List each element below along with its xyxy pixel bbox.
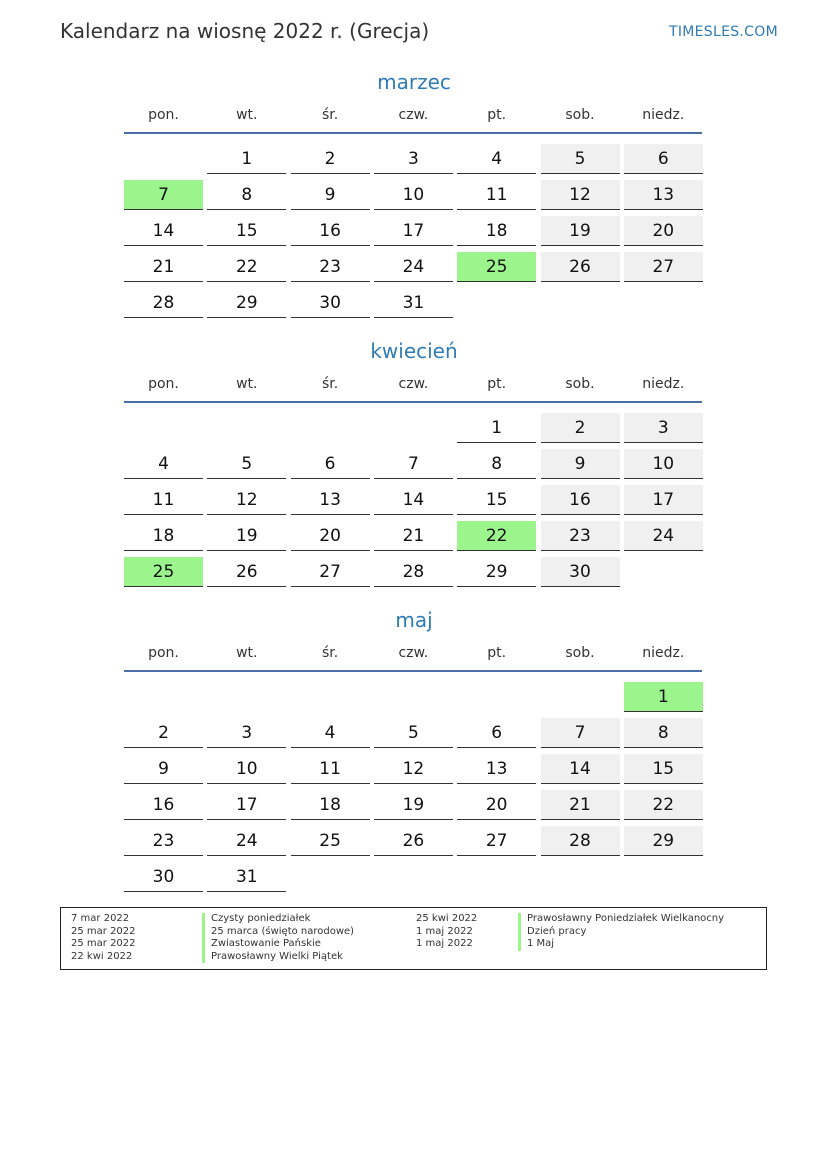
day-cell: 7	[541, 718, 620, 748]
day-cell: 1	[207, 144, 286, 174]
day-cell: 7	[374, 449, 453, 479]
weekday-header: czw.	[398, 107, 429, 123]
weekday-header: sob.	[565, 107, 595, 123]
day-cell: 21	[124, 252, 203, 282]
day-cell: 15	[457, 485, 536, 515]
day-cell: 20	[624, 216, 703, 246]
day-cell: 26	[541, 252, 620, 282]
month-name: marzec	[377, 70, 451, 94]
day-cell: 14	[541, 754, 620, 784]
day-cell: 8	[624, 718, 703, 748]
month-name: kwiecień	[370, 339, 458, 363]
weekday-header: czw.	[398, 645, 429, 661]
day-cell: 16	[541, 485, 620, 515]
day-cell: 10	[374, 180, 453, 210]
weekday-header: pt.	[487, 645, 507, 661]
day-cell: 10	[207, 754, 286, 784]
day-cell: 19	[207, 521, 286, 551]
day-cell: 3	[624, 413, 703, 443]
day-cell: 8	[457, 449, 536, 479]
day-cell: 22	[207, 252, 286, 282]
day-cell: 3	[374, 144, 453, 174]
day-cell: 15	[207, 216, 286, 246]
weekday-header: śr.	[321, 107, 339, 123]
holiday-day-cell: 22	[457, 521, 536, 551]
day-cell: 19	[374, 790, 453, 820]
holiday-legend	[60, 907, 767, 970]
day-cell: 23	[124, 826, 203, 856]
header-rule	[124, 132, 702, 134]
legend-holiday-name: 25 marca (święto narodowe)	[202, 926, 354, 939]
weekday-header: pon.	[148, 376, 179, 392]
day-cell: 9	[541, 449, 620, 479]
day-cell: 24	[374, 252, 453, 282]
legend-date: 25 mar 2022	[71, 925, 136, 937]
day-cell: 22	[624, 790, 703, 820]
legend-holiday-name: Prawosławny Wielki Piątek	[202, 951, 343, 964]
day-cell: 30	[291, 288, 370, 318]
day-cell: 12	[374, 754, 453, 784]
day-cell: 30	[541, 557, 620, 587]
day-cell: 15	[624, 754, 703, 784]
day-cell: 3	[207, 718, 286, 748]
day-cell: 13	[624, 180, 703, 210]
day-cell: 27	[291, 557, 370, 587]
day-cell: 11	[457, 180, 536, 210]
day-cell: 12	[541, 180, 620, 210]
day-cell: 12	[207, 485, 286, 515]
legend-date: 1 maj 2022	[416, 925, 473, 937]
weekday-header: niedz.	[642, 645, 685, 661]
day-cell: 21	[541, 790, 620, 820]
day-cell: 2	[541, 413, 620, 443]
day-cell: 8	[207, 180, 286, 210]
legend-date: 22 kwi 2022	[71, 950, 133, 962]
holiday-day-cell: 7	[124, 180, 203, 210]
day-cell: 26	[207, 557, 286, 587]
weekday-header: pt.	[487, 107, 507, 123]
day-cell: 28	[374, 557, 453, 587]
holiday-day-cell: 25	[124, 557, 203, 587]
day-cell: 13	[291, 485, 370, 515]
day-cell: 31	[207, 862, 286, 892]
legend-holiday-name: Prawosławny Poniedziałek Wielkanocny	[518, 913, 724, 926]
holiday-day-cell: 1	[624, 682, 703, 712]
legend-holiday-name: Dzień pracy	[518, 926, 586, 939]
day-cell: 30	[124, 862, 203, 892]
page-title: Kalendarz na wiosnę 2022 r. (Grecja)	[60, 19, 430, 43]
day-cell: 19	[541, 216, 620, 246]
day-cell: 24	[624, 521, 703, 551]
legend-date: 25 kwi 2022	[416, 913, 478, 924]
day-cell: 17	[207, 790, 286, 820]
day-cell: 9	[124, 754, 203, 784]
legend-holiday-name: Zwiastowanie Pańskie	[202, 938, 321, 951]
day-cell: 14	[124, 216, 203, 246]
day-cell: 5	[541, 144, 620, 174]
legend-holiday-name: 1 Maj	[518, 938, 554, 951]
day-cell: 4	[124, 449, 203, 479]
day-cell: 14	[374, 485, 453, 515]
day-cell: 18	[291, 790, 370, 820]
day-cell: 27	[624, 252, 703, 282]
day-cell: 29	[207, 288, 286, 318]
day-cell: 26	[374, 826, 453, 856]
weekday-header: sob.	[565, 645, 595, 661]
day-cell: 4	[457, 144, 536, 174]
legend-date: 7 mar 2022	[71, 913, 130, 924]
day-cell: 29	[457, 557, 536, 587]
month-name: maj	[395, 608, 433, 632]
weekday-header: śr.	[321, 645, 339, 661]
header-rule	[124, 401, 702, 403]
holiday-day-cell: 25	[457, 252, 536, 282]
day-cell: 2	[124, 718, 203, 748]
day-cell: 31	[374, 288, 453, 318]
weekday-header: sob.	[565, 376, 595, 392]
day-cell: 20	[457, 790, 536, 820]
day-cell: 18	[124, 521, 203, 551]
day-cell: 13	[457, 754, 536, 784]
header-rule	[124, 670, 702, 672]
day-cell: 24	[207, 826, 286, 856]
day-cell: 17	[374, 216, 453, 246]
legend-date: 25 mar 2022	[71, 938, 136, 950]
day-cell: 21	[374, 521, 453, 551]
day-cell: 5	[374, 718, 453, 748]
weekday-header: wt.	[236, 107, 258, 123]
weekday-header: pon.	[148, 107, 179, 123]
weekday-header: czw.	[398, 376, 429, 392]
day-cell: 17	[624, 485, 703, 515]
day-cell: 10	[624, 449, 703, 479]
legend-date: 1 maj 2022	[416, 938, 473, 950]
day-cell: 6	[291, 449, 370, 479]
day-cell: 11	[124, 485, 203, 515]
weekday-header: śr.	[321, 376, 339, 392]
day-cell: 1	[457, 413, 536, 443]
weekday-header: wt.	[236, 645, 258, 661]
day-cell: 2	[291, 144, 370, 174]
day-cell: 16	[291, 216, 370, 246]
weekday-header: wt.	[236, 376, 258, 392]
weekday-header: niedz.	[642, 107, 685, 123]
weekday-header: pt.	[487, 376, 507, 392]
day-cell: 20	[291, 521, 370, 551]
day-cell: 16	[124, 790, 203, 820]
day-cell: 11	[291, 754, 370, 784]
brand-link[interactable]: TIMESLES.COM	[669, 24, 778, 40]
day-cell: 18	[457, 216, 536, 246]
day-cell: 9	[291, 180, 370, 210]
legend-holiday-name: Czysty poniedziałek	[202, 913, 310, 926]
weekday-header: pon.	[148, 645, 179, 661]
day-cell: 29	[624, 826, 703, 856]
day-cell: 23	[291, 252, 370, 282]
day-cell: 6	[457, 718, 536, 748]
day-cell: 28	[124, 288, 203, 318]
day-cell: 4	[291, 718, 370, 748]
day-cell: 23	[541, 521, 620, 551]
weekday-header: niedz.	[642, 376, 685, 392]
day-cell: 25	[291, 826, 370, 856]
day-cell: 6	[624, 144, 703, 174]
day-cell: 5	[207, 449, 286, 479]
day-cell: 28	[541, 826, 620, 856]
day-cell: 27	[457, 826, 536, 856]
